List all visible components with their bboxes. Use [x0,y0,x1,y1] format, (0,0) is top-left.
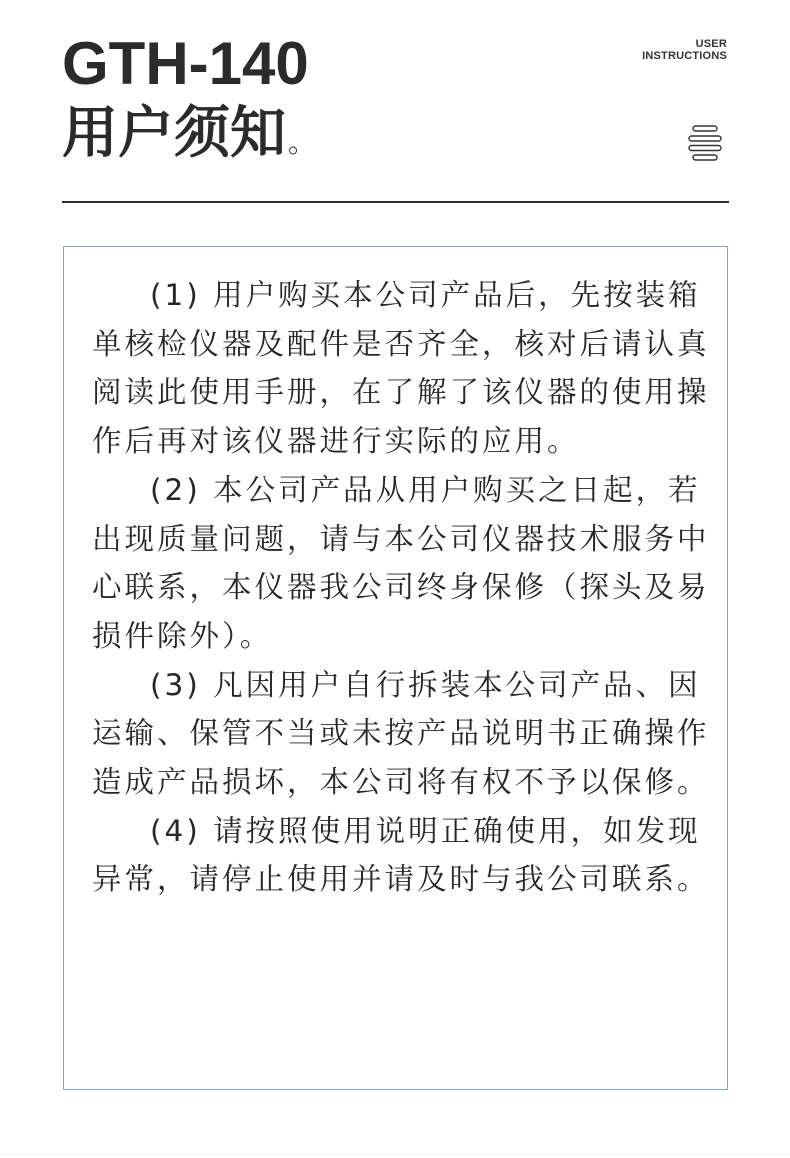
menu-lines-icon [688,125,722,161]
model-number: GTH-140 [62,30,309,97]
title-mark: 。 [288,126,317,159]
page-title-text: 用户须知 [62,101,286,166]
notice-paragraph-2: (2) 本公司产品从用户购买之日起，若出现质量问题，请与本公司仪器技术服务中心联系，本仪器我公司终身保修（探头及易损件除外）。 [92,472,710,653]
notice-content [92,271,722,904]
notice-paragraph-1: (1) 用户购买本公司产品后，先按装箱单核检仪器及配件是否齐全，核对后请认真阅读此使用手册，在了解了该仪器的使用操作后再对该仪器进行实际的应用。 [92,278,710,459]
page-bottom-edge [0,1154,790,1155]
page-title [62,98,316,179]
section-tag-line2: INSTRUCTIONS [642,50,727,62]
notice-paragraph-3: (3) 凡因用户自行拆装本公司产品、因运输、保管不当或未按产品说明书正确操作造成产品损坏，本公司将有权不予以保修。 [92,667,710,800]
notice-paragraph-4: (4) 请按照使用说明正确使用，如发现异常，请停止使用并请及时与我公司联系。 [92,813,710,897]
section-tag [642,38,727,62]
header-divider [62,201,729,203]
section-tag-line1: USER [695,38,727,50]
